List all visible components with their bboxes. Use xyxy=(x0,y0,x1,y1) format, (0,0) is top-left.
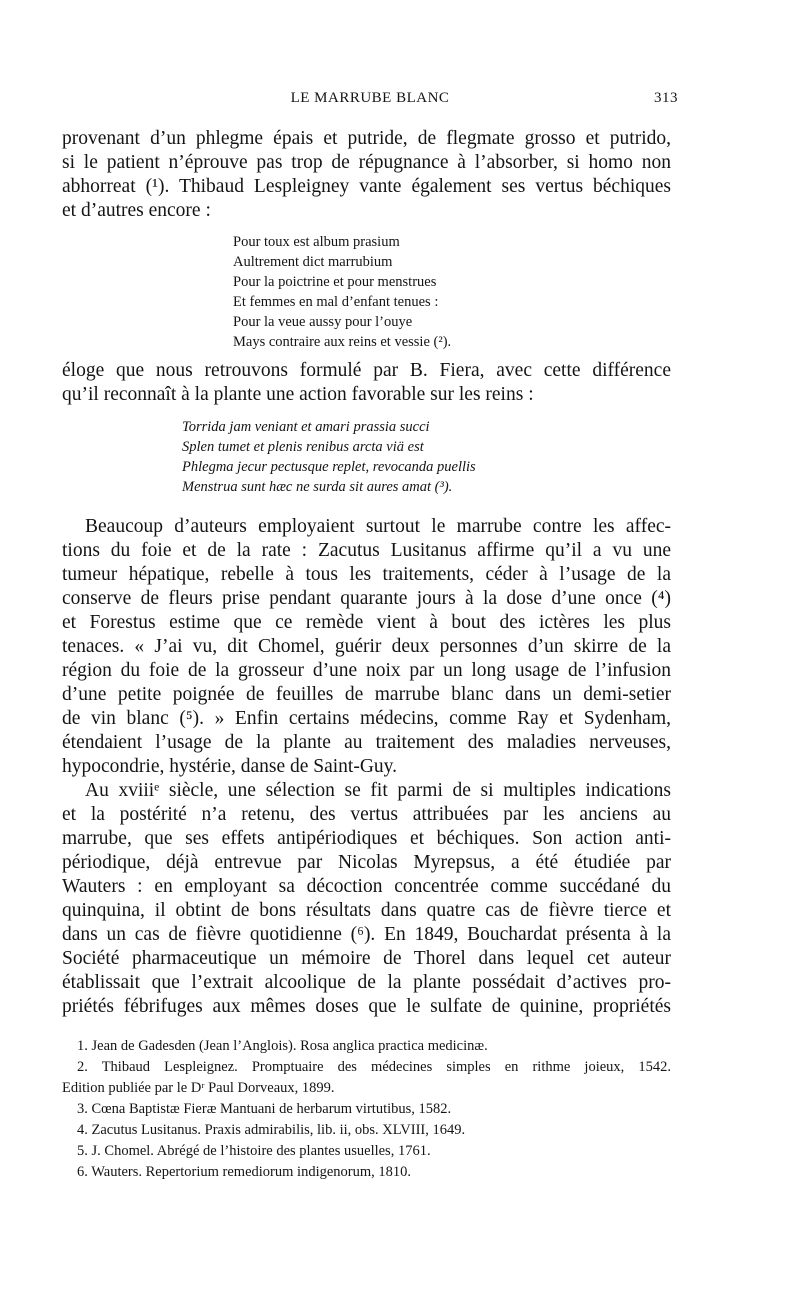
text-line: et la postérité n’a retenu, des vertus attribuées par les anciens au xyxy=(62,804,671,825)
text-line: Société pharmaceutique un mémoire de Thorel dans lequel cet auteur xyxy=(62,948,671,969)
footnote: 3. Cœna Baptistæ Fieræ Mantuani de herbarum virtutibus, 1582. xyxy=(77,1101,452,1117)
text-line: éloge que nous retrouvons formulé par B. Fiera, avec cette différence xyxy=(62,360,671,381)
verse-line: Et femmes en mal d’enfant tenues : xyxy=(233,294,439,310)
text-line: dans un cas de fièvre quotidienne (⁶). En 1849, Bouchardat présenta à la xyxy=(62,924,671,945)
verse-line: Torrida jam veniant et amari prassia succi xyxy=(182,419,430,435)
text-line: d’une petite poignée de feuilles de marrube blanc dans un demi-setier xyxy=(62,684,671,705)
text-line: tenaces. « J’ai vu, dit Chomel, guérir deux personnes d’un skirre de la xyxy=(62,636,671,657)
text-line: abhorreat (¹). Thibaud Lespleigney vante également ses vertus béchiques xyxy=(62,176,671,197)
page-number: 313 xyxy=(654,90,678,106)
text-line: hypocondrie, hystérie, danse de Saint-Guy. xyxy=(62,756,398,777)
text-line: tions du foie et de la rate : Zacutus Lusitanus affirme qu’il a vu une xyxy=(62,540,671,561)
footnote: 1. Jean de Gadesden (Jean l’Anglois). Rosa anglica practica medicinæ. xyxy=(77,1038,488,1054)
text-line: tumeur hépatique, rebelle à tous les traitements, céder à l’usage de la xyxy=(62,564,671,585)
verse-line: Phlegma jecur pectusque replet, revocanda puellis xyxy=(182,459,476,475)
verse-line: Mays contraire aux reins et vessie (²). xyxy=(233,334,452,350)
text-line: de vin blanc (⁵). » Enfin certains médecins, comme Ray et Sydenham, xyxy=(62,708,671,729)
text-line: Wauters : en employant sa décoction concentrée comme succédané du xyxy=(62,876,671,897)
text-line: périodique, déjà entrevue par Nicolas Myrepsus, a été étudiée par xyxy=(62,852,671,873)
footnote: 2. Thibaud Lespleignez. Promptuaire des médecines simples en rithme joieux, 1542. xyxy=(77,1059,671,1075)
footnote: 5. J. Chomel. Abrégé de l’histoire des plantes usuelles, 1761. xyxy=(77,1143,431,1159)
text-line: et d’autres encore : xyxy=(62,200,211,221)
text-line: région du foie de la grosseur d’une noix par un long usage de l’infusion xyxy=(62,660,671,681)
verse-line: Pour toux est album prasium xyxy=(233,234,400,250)
footnote: 6. Wauters. Repertorium remediorum indigenorum, 1810. xyxy=(77,1164,412,1180)
verse-line: Aultrement dict marrubium xyxy=(233,254,393,270)
text-line: et Forestus estime que ce remède vient à bout des ictères les plus xyxy=(62,612,671,633)
verse-line: Pour la veue aussy pour l’ouye xyxy=(233,314,413,330)
text-line: provenant d’un phlegme épais et putride, de flegmate grosso et putrido, xyxy=(62,128,671,149)
page-header xyxy=(62,90,678,110)
text-line: quinquina, il obtint de bons résultats dans quatre cas de fièvre tierce et xyxy=(62,900,671,921)
footnote: 4. Zacutus Lusitanus. Praxis admirabilis, lib. ii, obs. XLVIII, 1649. xyxy=(77,1122,466,1138)
verse-line: Pour la poictrine et pour menstrues xyxy=(233,274,437,290)
text-line: marrube, que ses effets antipériodiques et béchiques. Son action anti- xyxy=(62,828,671,849)
running-title: LE MARRUBE BLANC xyxy=(290,90,450,106)
text-line: établissait que l’extrait alcoolique de la plante possédait d’actives pro- xyxy=(62,972,671,993)
footnote: Edition publiée par le Dʳ Paul Dorveaux, 1899. xyxy=(62,1080,335,1096)
text-line: priétés fébrifuges aux mêmes doses que le sulfate de quinine, propriétés xyxy=(62,996,671,1017)
text-line: conserve de fleurs prise pendant quarante jours à la dose d’une once (⁴) xyxy=(62,588,671,609)
text-line: si le patient n’éprouve pas trop de répugnance à l’absorber, si homo non xyxy=(62,152,671,173)
text-line: Au xviiiᵉ siècle, une sélection se fit parmi de si multiples indications xyxy=(85,780,671,801)
text-line: étendaient l’usage de la plante au traitement des maladies nerveuses, xyxy=(62,732,671,753)
verse-line: Menstrua sunt hæc ne surda sit aures amat (³). xyxy=(182,479,453,495)
text-line: qu’il reconnaît à la plante une action favorable sur les reins : xyxy=(62,384,534,405)
text-line: Beaucoup d’auteurs employaient surtout le marrube contre les affec- xyxy=(85,516,671,537)
verse-line: Splen tumet et plenis renibus arcta viä est xyxy=(182,439,424,455)
